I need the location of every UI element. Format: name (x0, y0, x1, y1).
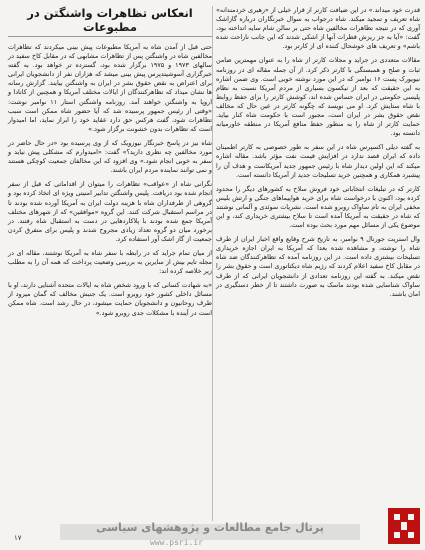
article-paragraph: وال استریت جورنال ۹ نوامبر، به تاریخ شرح وقایع واقع اخبار ایران از طرف شاه را نوشته، و مشاهده شده بعدا که آمریکا به ایران اجازه خریداری تسلیحات بیشتری داده است. در این روزنامه آمده که تظاهرکنندگان ضد شاه در مقابل کاخ سفید اعلام کردند که رژیم شاه دیکتاتوری است و حقوق بشر را نقض میکند. به گفته این روزنامه تعدادی از دانشجویان ایرانی که از طرف ساواک شناسایی شده بودند ماسک به صورت داشتند تا از خطر دستگیری در امان باشند. (216, 235, 420, 298)
right-column (216, 6, 420, 304)
article-paragraph: شاه نیز در پاسخ خبرنگار نیوزویک که از وی پرسیده بود «در حال حاضر در مورد مخالفین چه نظری دارید؟» گفت: «امیدوارم که مشکلی پیش نیاید و سفر به خوبی انجام شود.» وی افزود که این مخالفان جمعیت کوچکی هستند و نمی توانند نماینده مردم ایران باشند. (8, 138, 212, 175)
article-paragraph: قدرت خود میداند.» در این ضیافت کارتر از قرار خیلی از «رهبری خردمندانه» شاه تعریف و تمجید میکند. شاه درجواب به سوال خبرنگاران درباره گازاشک آوری که در نتیجه تظاهرات مخالفین شاه حتی بر سالن شام سایه انداخته بود، گفت: «آیا به جز ریزش قطرات آنها از اشکی شدند که این جانب ناراحت شده باشم» و تعریف های خوشحال کننده ای از کارتر بود. (216, 6, 420, 51)
page-number: ۱۷ (14, 534, 22, 542)
footer-site-name: پرتال جامع مطالعات و پژوهشهای سیاسی (96, 521, 324, 534)
article-paragraph: «به شهادت کسانی که با ورود شخص شاه به ایالات متحده آشنایی دارند، او با مسائل داخلی کشور خود روبرو است. یک جنبش مخالف که گمان میرود از طرف روحانیون و دانشجویان حمایت میشود، در حال رشد است. شاه ممکن است در آینده با مشکلات جدی روبرو شود.» (8, 281, 212, 317)
footer-site-url[interactable]: www.psri.ir (150, 538, 203, 547)
left-column (8, 6, 212, 323)
article-paragraph: از میان تمام جراید که در رابطه با سفر شاه به آمریکا نوشتند، مقاله ای در مجله تایم بیش از سایرین به بررسی وضعیت پرداخت که همه آن را به مطلب زیر خلاصه کرده اند: (8, 248, 212, 276)
column-divider (212, 6, 213, 521)
article-paragraph: به گفته دیلی اکسپرس شاه در این سفر به طور خصوصی به کارتر اطمینان داده که ایران قصد ندارد در افزایش قیمت نفت مؤثر باشد. مقاله اشاره میکند که این اولین دیدار شاه با رئیس جمهور جدید آمریکاست و هدف آن را پیشبرد همکاری و همچنین خرید تسلیحات جدید از آمریکا دانسته است. (216, 143, 420, 179)
article-paragraph: نگرانی شاه از «عواقب» تظاهرات را میتوان از اقداماتی که قبل از سفر انجام شده بود دریافت. پلیس واشنگتن تدابیر امنیتی ویژه ای اتخاذ کرده بود و گروهی از طرفداران شاه با هزینه دولت ایران به آمریکا آورده شده بودند تا در مراسم استقبال شرکت کنند. این گروه «موافقین» که از شهرهای مختلف آمریکا جمع شده بودند با پلاکاردهایی در دست به استقبال شاه رفتند. در برخورد میان دو گروه تعداد زیادی مجروح شدند و پلیس برای متفرق کردن جمعیت از گاز اشک آور استفاده کرد. (8, 180, 212, 243)
article-title: انعکاس تظاهرات واشنگتن در مطبوعات (8, 6, 212, 37)
institute-logo-icon (388, 508, 420, 544)
article-paragraph: کارتر که در تبلیغات انتخاباتی خود فروش سلاح به کشورهای دیگر را محدود کرده بود، اکنون با درخواست شاه برای خرید هواپیماهای جنگی و ارتش بلیس مخفی ایران به نام ساواک روبرو شده است. نشریات سوئدی و آلمانی نوشتند که شاه در حقیقت به آمریکا آمده است تا سلاح بیشتری خریداری کند، و این موضوع یکی از مسائل مهم مورد بحث بوده است. (216, 184, 420, 230)
article-paragraph: حتی قبل از آمدن شاه به آمریکا مطبوعات پیش بینی میکردند که تظاهرات مخالفین شاه در واشنگتن پس از تظاهرات مشابهی که در مقابل کاخ سفید در سالهای ۱۹۷۳ و ۱۹۷۵ برگزار شده بود، گسترده تر خواهد بود. به گفته خبرگزاری آسوشیتدپرس پیش بینی میشد که هزاران نفر از دانشجویان ایرانی برای اعتراض به نقض حقوق بشر در ایران به واشنگتن بیایند. گزارش رسانه ها نشان میداد که تظاهرکنندگان از ایالات مختلف آمریکا و همچنین از کانادا و اروپا به واشنگتن خواهند آمد. روزنامه واشنگتن استار ۱۱ نوامبر نوشت: «وقتی از رئیس جمهور پرسیده شد که آیا حضور شاه ممکن است سبب تظاهرات شود، گفت هرکس حق دارد عقاید خود را ابراز نماید، اما امیدوار است که تظاهرات بدون خشونت برگزار شود.» (8, 43, 212, 133)
article-paragraph: مقالات متعددی در جراید و مجلات کارتر از شاه را به عنوان مهمترین ضامن ثبات و صلح و همبستگی با کارتر ذکر کرد. از آن جمله مقاله ای در روزنامه نیویورک پست ۱۶ نوامبر که در این مورد نوشته خوبی است. وی ضمن اشاره به این حقیقت که بعد از نیکسون بسیاری از مردم آمریکا نسبت به نظام پلیسی حکومتی در ایران حساس شده اند، کوشش کارتر را برای حفظ روابط با شاه ستایش کرد. او می نویسد که چگونه کارتر در عین حال که مخالف نقض حقوق بشر در ایران است، مجبور است با حکومت شاه کنار بیاید. حمایت کارتر از شاه را به منظور حفظ منافع آمریکا در منطقه خاورمیانه دانسته بود. (216, 56, 420, 138)
